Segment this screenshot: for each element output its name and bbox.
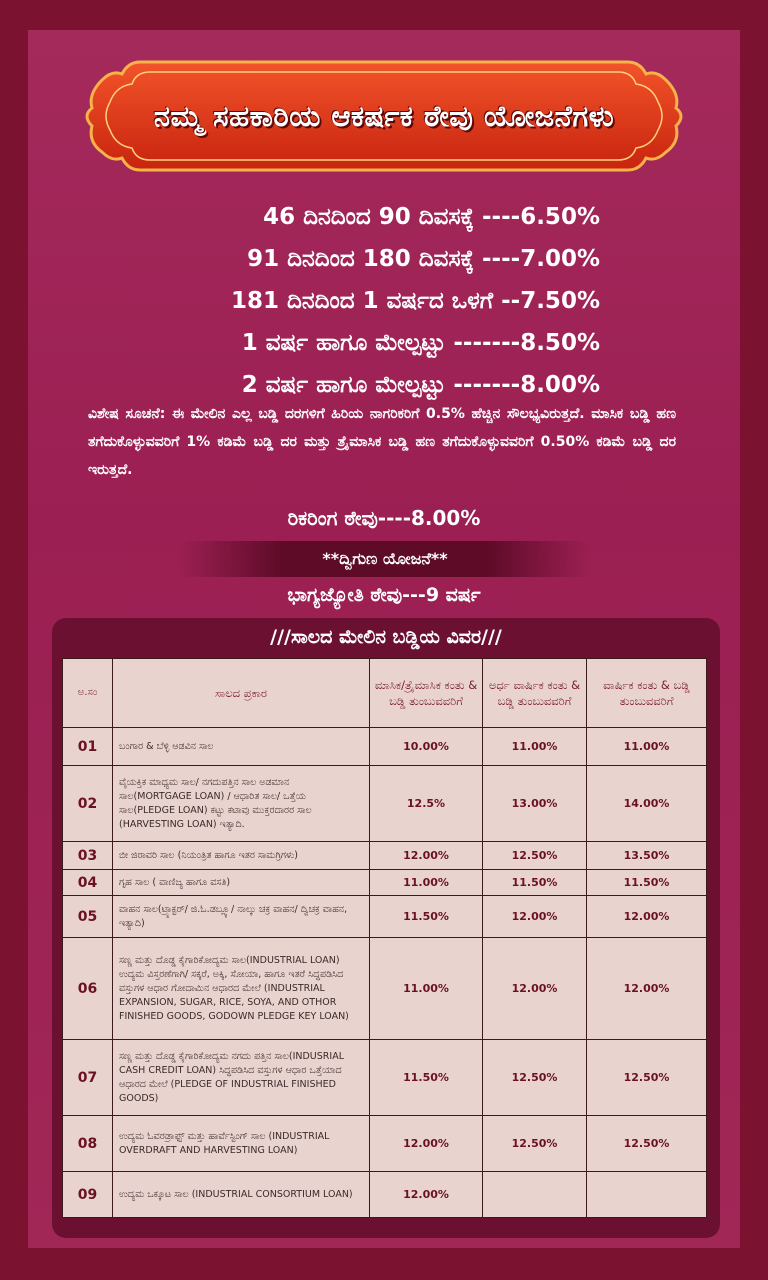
row-number: 08 bbox=[63, 1116, 113, 1172]
rate-monthly: 12.00% bbox=[370, 842, 483, 870]
special-note: ವಿಶೇಷ ಸೂಚನೆ: ಈ ಮೇಲಿನ ಎಲ್ಲ ಬಡ್ಡಿ ದರಗಳಿಗೆ ಹಿರಿಯ ನಾಗರಿಕರಿಗೆ 0.5% ಹೆಚ್ಚಿನ ಸೌಲಭ್ಯವಿರುತ್ತದೆ. ಮಾಸಿಕ ಬಡ್ಡಿ ಹಣ ತಗೆದುಕೊಳ್ಳುವವರಿಗೆ 1% ಕಡಿಮೆ ಬಡ್ಡಿ ದರ ಮತ್ತು ತ್ರೈಮಾಸಿಕ ಬಡ್ಡಿ ಹಣ ತಗೆದುಕೊಳ್ಳುವವರಿಗೆ 0.50% ಕಡಿಮೆ ಬಡ್ಡಿ ದರ ಇರುತ್ತದೆ. bbox=[88, 406, 676, 478]
loan-type: ವಾಹನ ಸಾಲ(ಟ್ರ್ಯಾಕ್ಟರ್/ ಜಿ.ಓ.ಡಬ್ಲ್ಯೂ/ ನಾಲ್ಕು ಚಕ್ರ ವಾಹನ/ ದ್ವಿಚಕ್ರ ವಾಹನ, ಇತ್ಯಾದಿ) bbox=[113, 896, 370, 938]
loan-heading: ///ಸಾಲದ ಮೇಲಿನ ಬಡ್ಡಿಯ ವಿವರ/// bbox=[270, 626, 502, 648]
rate-line: 1 ವರ್ಷ ಹಾಗೂ ಮೇಲ್ಪಟ್ಟು -------8.50% bbox=[241, 330, 600, 356]
row-number: 05 bbox=[63, 896, 113, 938]
rate-annual: 11.50% bbox=[587, 870, 707, 896]
rate-half-yearly: 12.50% bbox=[483, 1116, 587, 1172]
row-number: 01 bbox=[63, 728, 113, 766]
header-monthly: ಮಾಸಿಕ/ತ್ರೈಮಾಸಿಕ ಕಂತು & ಬಡ್ಡಿ ತುಂಬುವವರಿಗೆ bbox=[370, 659, 483, 728]
loan-type: ಉದ್ಯಮ ಒಕ್ಕೂಟ ಸಾಲ (INDUSTRIAL CONSORTIUM LOAN) bbox=[113, 1172, 370, 1218]
rate-monthly: 11.00% bbox=[370, 938, 483, 1040]
rate-half-yearly: 12.00% bbox=[483, 938, 587, 1040]
rate-half-yearly: 12.50% bbox=[483, 842, 587, 870]
rate-annual: 12.50% bbox=[587, 1116, 707, 1172]
loan-type: ಸಣ್ಣ ಮತ್ತು ದೊಡ್ಡ ಕೈಗಾರಿಕೋದ್ಯಮ ನಗದು ಪತ್ತಿನ ಸಾಲ(INDUSRIAL CASH CREDIT LOAN) ಸಿದ್ಧಪಡಿಸಿದ ವಸ್ತುಗಳ ಆಧಾರ ಒತ್ತೆಯಾದ ಆಧಾರದ ಮೇಲೆ (PLEDGE OF INDUSTRIAL FINISHED GOODS) bbox=[113, 1040, 370, 1116]
rate-half-yearly: 11.00% bbox=[483, 728, 587, 766]
table-row bbox=[63, 1040, 707, 1116]
recurring-deposit: ರಿಕರಿಂಗ ಠೇವು----8.00% bbox=[287, 506, 481, 530]
table-row bbox=[63, 1116, 707, 1172]
row-number: 03 bbox=[63, 842, 113, 870]
rate-line: 2 ವರ್ಷ ಹಾಗೂ ಮೇಲ್ಪಟ್ಟು -------8.00% bbox=[241, 372, 600, 398]
row-number: 09 bbox=[63, 1172, 113, 1218]
loan-type: ಬೀ ಜಿರಾವರಿ ಸಾಲ (ನಿಯಂತ್ರಿತ ಹಾಗೂ ಇತರ ಸಾಮಗ್ರಿಗಳು) bbox=[113, 842, 370, 870]
rate-monthly: 11.00% bbox=[370, 870, 483, 896]
table-row bbox=[63, 728, 707, 766]
table-row bbox=[63, 938, 707, 1040]
table-row bbox=[63, 1172, 707, 1218]
rate-half-yearly: 12.00% bbox=[483, 896, 587, 938]
loan-section bbox=[52, 618, 720, 1238]
rate-line: 181 ದಿನದಿಂದ 1 ವರ್ಷದ ಒಳಗೆ --7.50% bbox=[231, 288, 600, 314]
rate-annual: 12.50% bbox=[587, 1040, 707, 1116]
header-no: ಅ.ಸಂ bbox=[63, 659, 113, 728]
rate-monthly: 12.00% bbox=[370, 1116, 483, 1172]
table-row bbox=[63, 842, 707, 870]
rate-line: 91 ದಿನದಿಂದ 180 ದಿವಸಕ್ಕೆ ----7.00% bbox=[247, 246, 600, 272]
deposit-rates bbox=[160, 196, 600, 406]
rate-annual: 12.00% bbox=[587, 896, 707, 938]
header-annual: ವಾರ್ಷಿಕ ಕಂತು & ಬಡ್ಡಿ ತುಂಬುವವರಿಗೆ bbox=[587, 659, 707, 728]
row-number: 07 bbox=[63, 1040, 113, 1116]
loan-type: ವೈಯಕ್ತಿಕ ಮಾಧ್ಯಮ ಸಾಲ/ ನಗದುಪತ್ತಿನ ಸಾಲ ಅಡಮಾನ ಸಾಲ(MORTGAGE LOAN) / ಆಧಾರಿತ ಸಾಲ/ ಒತ್ತೆಯ ಸಾಲ(PLEDGE LOAN) ಕಟ್ಟು ಕಟಾವು ಮುಕ್ತರದಾರರ ಸಾಲ (HARVESTING LOAN) ಇತ್ಯಾದಿ. bbox=[113, 766, 370, 842]
row-number: 06 bbox=[63, 938, 113, 1040]
rate-annual: 13.50% bbox=[587, 842, 707, 870]
bhagya-jyoti-deposit: ಭಾಗ್ಯಜ್ಯೋತಿ ಠೇವು---9 ವರ್ಷ bbox=[287, 584, 481, 606]
title-banner bbox=[80, 56, 688, 176]
table-row bbox=[63, 896, 707, 938]
rate-annual bbox=[587, 1172, 707, 1218]
header-type: ಸಾಲದ ಪ್ರಕಾರ bbox=[113, 659, 370, 728]
double-scheme-bar: **ದ್ವಿಗುಣ ಯೋಜನೆ** bbox=[180, 541, 590, 577]
rate-monthly: 10.00% bbox=[370, 728, 483, 766]
table-row bbox=[63, 870, 707, 896]
rate-annual: 14.00% bbox=[587, 766, 707, 842]
loan-type: ಬಂಗಾರ & ಬೆಳ್ಳಿ ಆಡವಿನ ಸಾಲ bbox=[113, 728, 370, 766]
loan-type: ಗೃಹ ಸಾಲ ( ವಾಣಿಜ್ಯ ಹಾಗೂ ವಸತಿ) bbox=[113, 870, 370, 896]
row-number: 04 bbox=[63, 870, 113, 896]
table-header-row bbox=[63, 659, 707, 728]
rate-half-yearly bbox=[483, 1172, 587, 1218]
rate-monthly: 11.50% bbox=[370, 896, 483, 938]
rate-monthly: 12.00% bbox=[370, 1172, 483, 1218]
rate-half-yearly: 12.50% bbox=[483, 1040, 587, 1116]
header-half-yearly: ಅರ್ಧ ವಾರ್ಷಿಕ ಕಂತು & ಬಡ್ಡಿ ತುಂಬುವವರಿಗೆ bbox=[483, 659, 587, 728]
loan-table bbox=[62, 658, 707, 1218]
rate-annual: 11.00% bbox=[587, 728, 707, 766]
rate-monthly: 11.50% bbox=[370, 1040, 483, 1116]
rate-monthly: 12.5% bbox=[370, 766, 483, 842]
rate-annual: 12.00% bbox=[587, 938, 707, 1040]
rate-line: 46 ದಿನದಿಂದ 90 ದಿವಸಕ್ಕೆ ----6.50% bbox=[263, 204, 600, 230]
loan-type: ಸಣ್ಣ ಮತ್ತು ದೊಡ್ಡ ಕೈಗಾರಿಕೋದ್ಯಮ ಸಾಲ(INDUSTRIAL LOAN) ಉದ್ಯಮ ವಿಸ್ತರಣೆಗಾಗಿ/ ಸಕ್ಕರೆ, ಅಕ್ಕಿ, ಸೋಯಾ, ಹಾಗೂ ಇತರೆ ಸಿದ್ಧಪಡಿಸಿದ ವಸ್ತುಗಳ ಆಧಾರ ಗೋದಾಮಿನ ಆಧಾರದ ಮೇಲೆ (INDUSTRIAL EXPANSION, SUGAR, RICE, SOYA, AND OTHOR FINISHED GOODS, GODOWN PLEDGE KEY LOAN) bbox=[113, 938, 370, 1040]
table-row bbox=[63, 766, 707, 842]
rate-half-yearly: 11.50% bbox=[483, 870, 587, 896]
rate-half-yearly: 13.00% bbox=[483, 766, 587, 842]
row-number: 02 bbox=[63, 766, 113, 842]
page-title: ನಮ್ಮ ಸಹಕಾರಿಯ ಆಕರ್ಷಕ ಠೇವು ಯೋಜನೆಗಳು bbox=[153, 99, 615, 133]
loan-type: ಉದ್ಯಮ ಓವರಡ್ರಾಫ್ಟ್ ಮತ್ತು ಹಾರ್ವೆಸ್ಟಿಂಗ್ ಸಾಲ (INDUSTRIAL OVERDRAFT AND HARVESTING LOAN) bbox=[113, 1116, 370, 1172]
